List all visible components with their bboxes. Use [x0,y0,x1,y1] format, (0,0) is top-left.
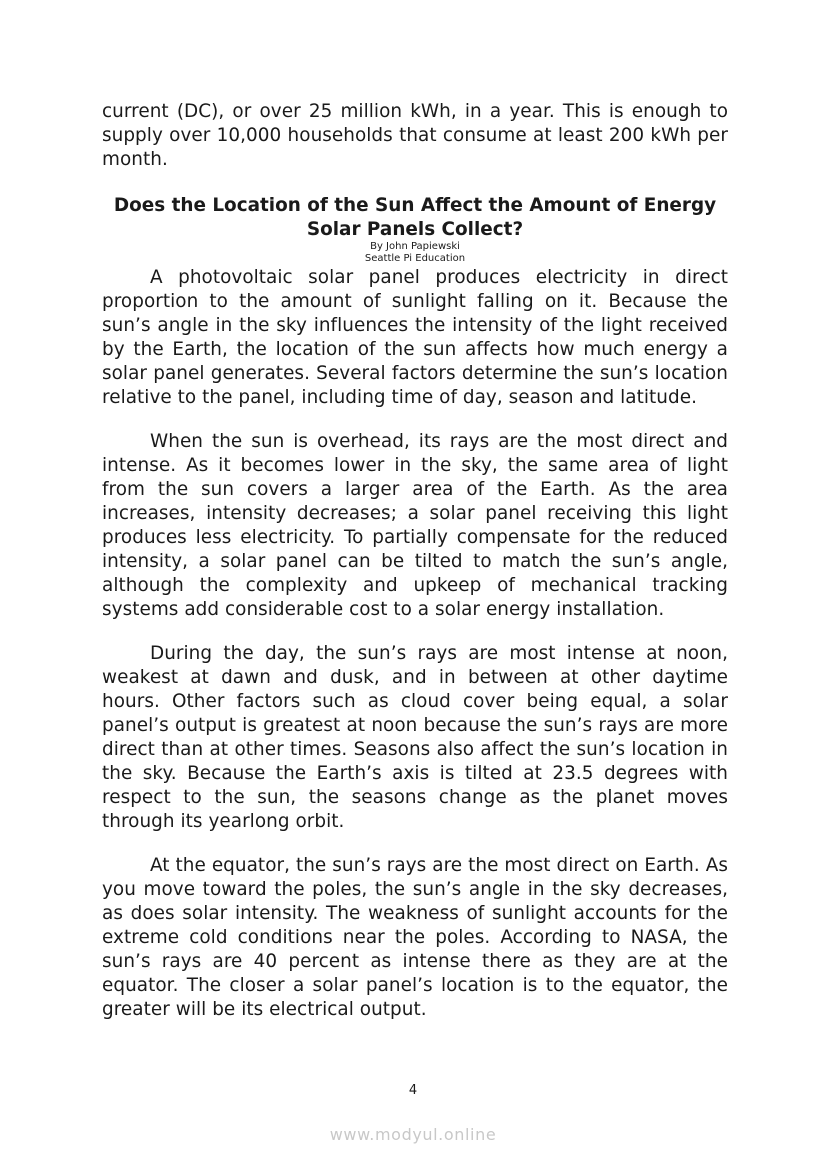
article-author: By John Papiewski [370,241,460,252]
article-paragraph-3: During the day, the sun’s rays are most intense at noon, weakest at dawn and dusk, and in between at other daytime hours. Other factors such as cloud cover being equal, a solar panel’s output is greatest at noon because the sun’s rays are more direct than at other times. Seasons also affect the sun’s location in the sky. Because the Earth’s axis is tilted at 23.5 degrees with respect to the sun, the seasons change as the planet moves through its yearlong orbit. [102,643,728,832]
article-paragraph-4: At the equator, the sun’s rays are the most direct on Earth. As you move toward the poles, the sun’s angle in the sky decreases, as does solar intensity. The weakness of sunlight accounts for the extreme cold conditions near the poles. According to NASA, the sun’s rays are 40 percent as intense there as they are at the equator. The closer a solar panel’s location is to the equator, the greater will be its electrical output. [102,855,728,1020]
article-paragraph-1: A photovoltaic solar panel produces electricity in direct proportion to the amount of sunlight falling on it. Because the sun’s angle in the sky influences the intensity of the light received by the Earth, the location of the sun affects how much energy a solar panel generates. Several factors determine the sun’s location relative to the panel, including time of day, season and latitude. [102,267,728,408]
intro-paragraph: current (DC), or over 25 million kWh, in a year. This is enough to supply over 10,000 households that consume at least 200 kWh per month. [102,101,728,170]
page-number: 4 [408,1083,418,1098]
article-source: Seattle Pi Education [364,253,466,264]
article-title: Does the Location of the Sun Affect the Amount of Energy Solar Panels Collect? [113,195,717,240]
article-body [102,266,728,1022]
article-paragraph-2: When the sun is overhead, its rays are the most direct and intense. As it becomes lower in the sky, the same area of light from the sun covers a larger area of the Earth. As the area increases, intensity decreases; a solar panel receiving this light produces less electricity. To partially compensate for the reduced intensity, a solar panel can be tilted to match the sun’s angle, although the complexity and upkeep of mechanical tracking systems add considerable cost to a solar energy installation. [102,431,728,620]
page-content [102,100,728,1022]
watermark: www.modyul.online [329,1125,497,1144]
